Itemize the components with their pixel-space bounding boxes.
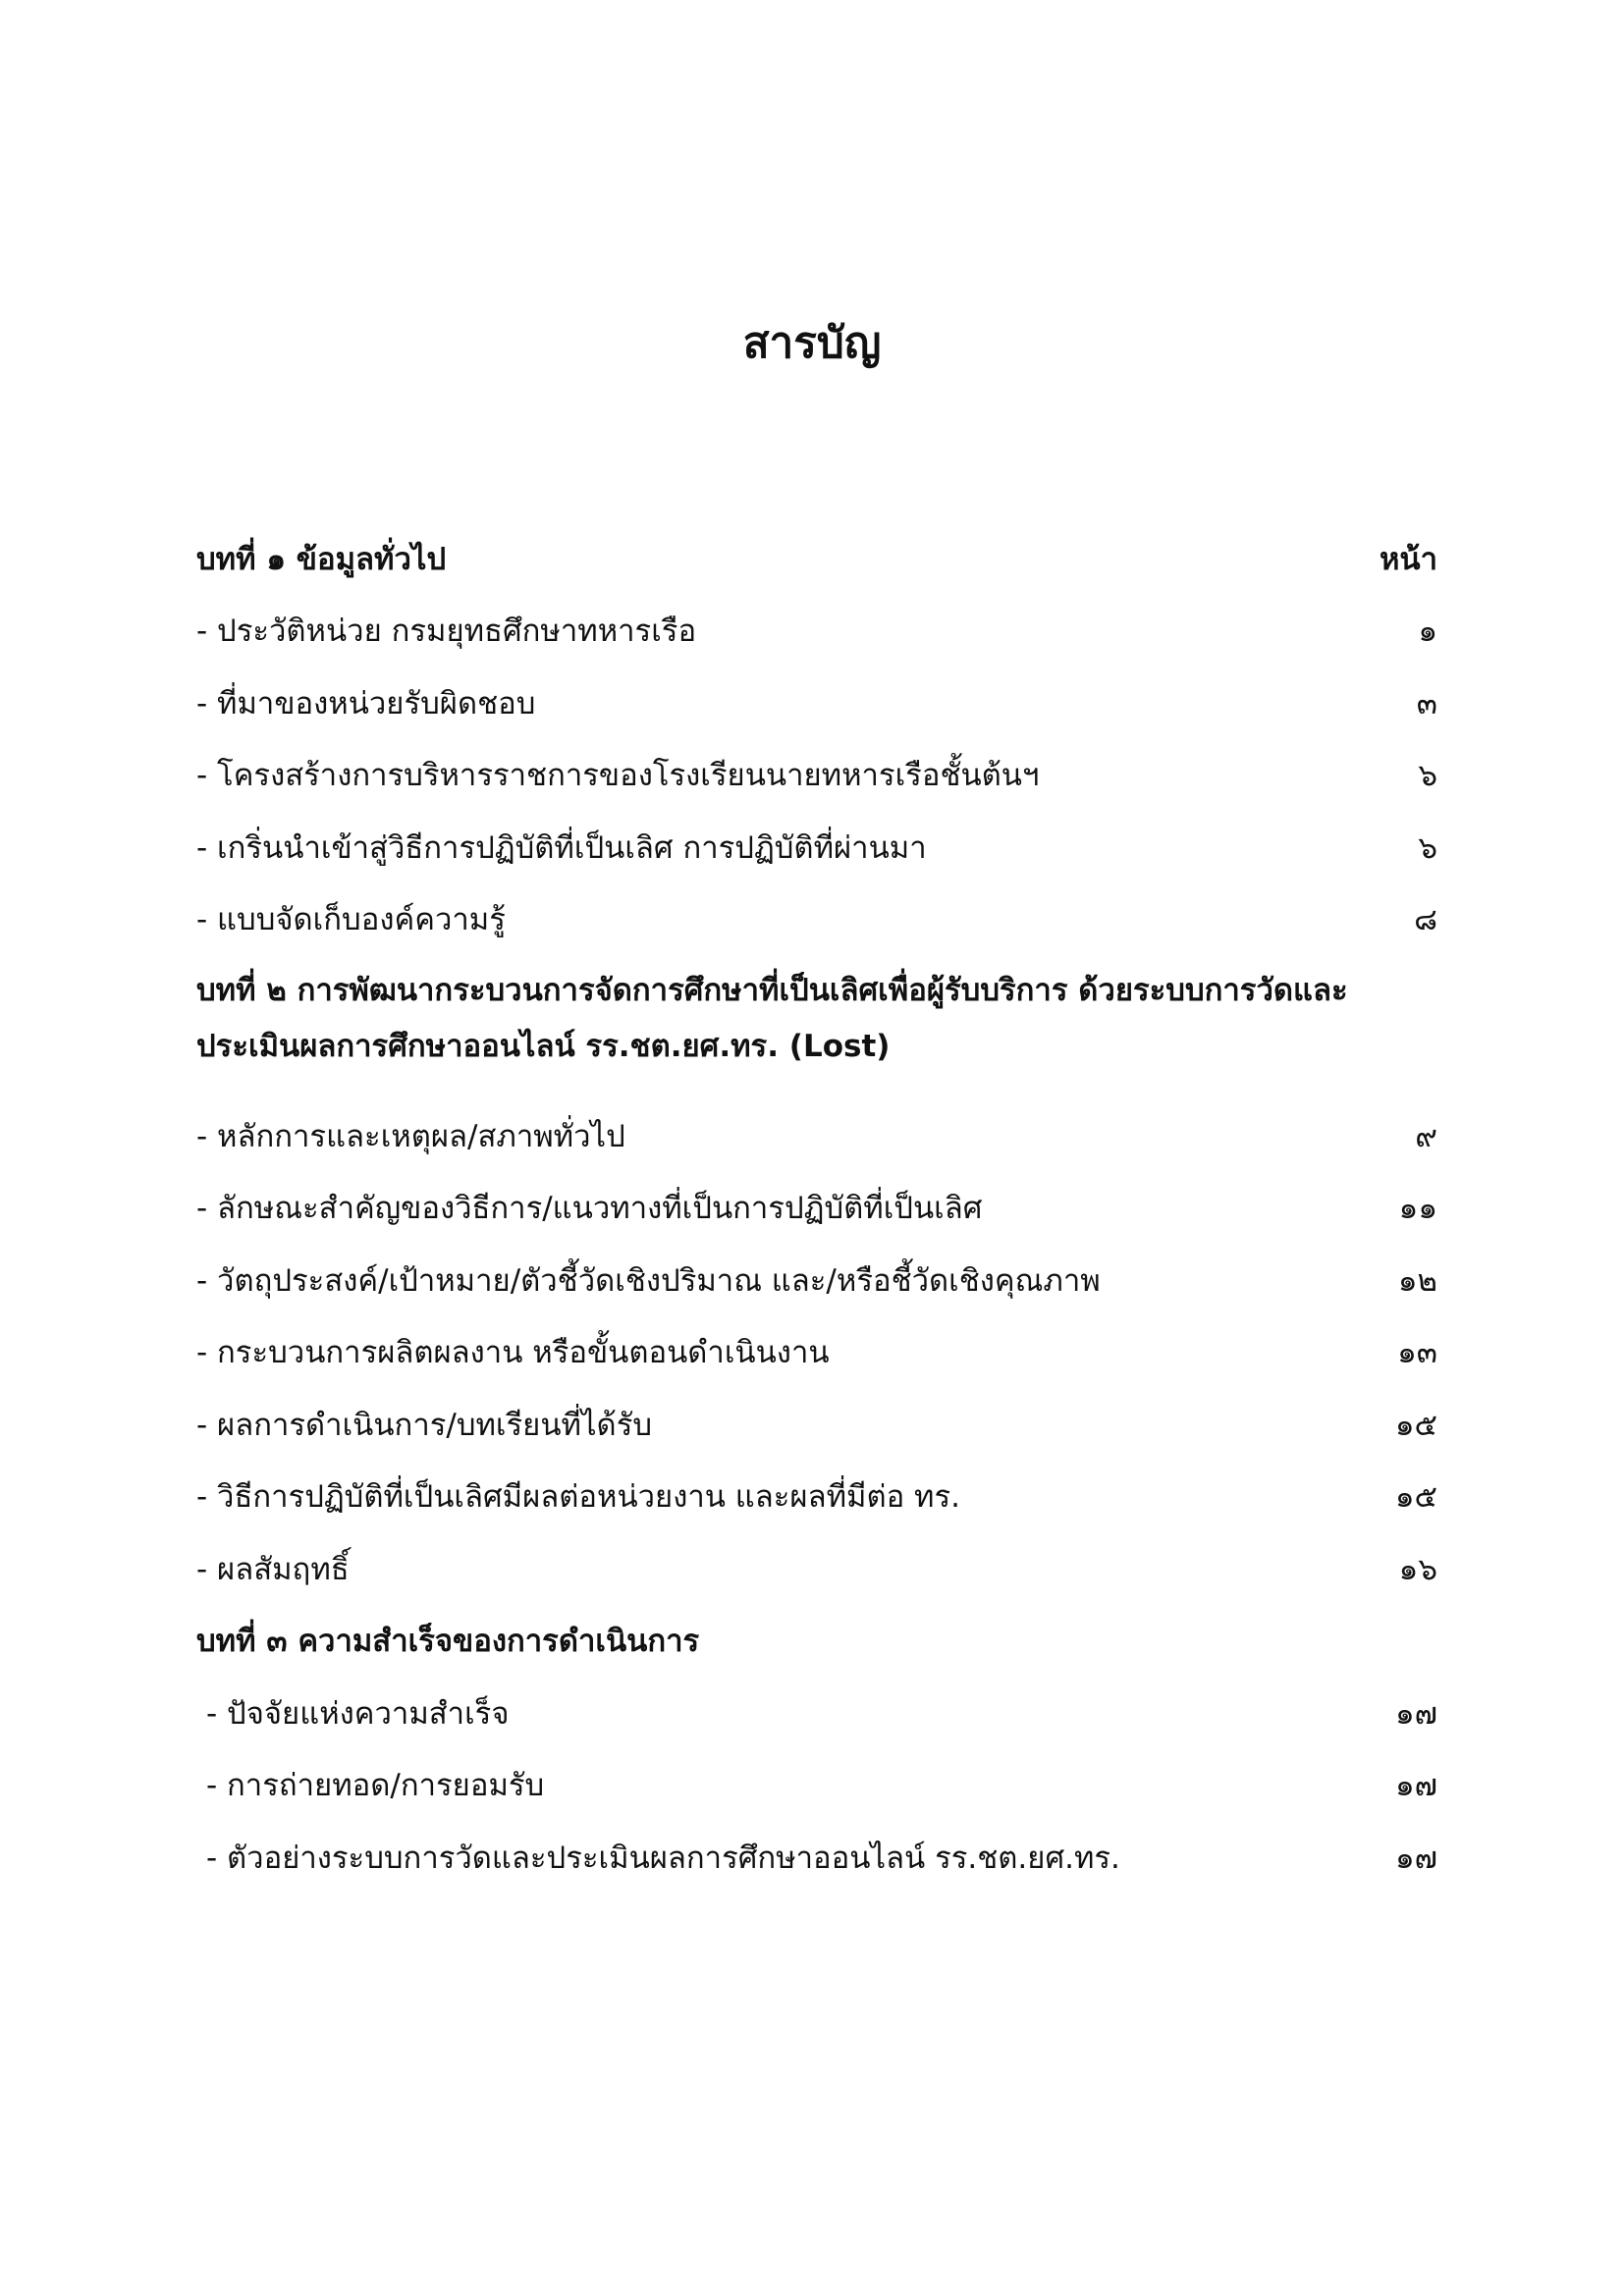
toc-page-number: ๖ — [1418, 829, 1437, 866]
toc-item[interactable] — [196, 811, 1443, 883]
toc-page-number: ๑ — [1418, 614, 1437, 650]
toc-chapter-3[interactable] — [196, 1605, 1443, 1678]
toc-label: - ตัวอย่างระบบการวัดและประเมินผลการศึกษาออนไลน์ รร.ชต.ยศ.ทร. — [206, 1840, 1120, 1876]
toc-label: - ประวัติหน่วย กรมยุทธศึกษาทหารเรือ — [196, 614, 697, 650]
toc-item[interactable] — [196, 1099, 1443, 1172]
toc-chapter-1[interactable] — [196, 522, 1443, 595]
toc-page-number: ๙ — [1415, 1118, 1437, 1154]
toc-label: - วัตถุประสงค์/เป้าหมาย/ตัวชี้วัดเชิงปริมาณ และ/หรือชี้วัดเชิงคุณภาพ — [196, 1262, 1101, 1299]
toc-item[interactable] — [196, 883, 1443, 956]
toc-item[interactable] — [196, 1388, 1443, 1461]
page-title: สารบัญ — [742, 318, 882, 368]
toc-page-number: ๑๗ — [1395, 1768, 1437, 1804]
toc-page-header: หน้า — [1379, 541, 1437, 577]
toc-label: - เกริ่นนำเข้าสู่วิธีการปฏิบัติที่เป็นเลิศ การปฏิบัติที่ผ่านมา — [196, 829, 927, 866]
toc-page-number: ๑๒ — [1397, 1262, 1437, 1299]
toc-label: - ผลสัมฤทธิ์ — [196, 1551, 350, 1587]
toc-item[interactable] — [196, 1316, 1443, 1389]
toc-page-number: ๑๗ — [1395, 1695, 1437, 1732]
toc-item[interactable] — [196, 1532, 1443, 1605]
toc-label: - ปัจจัยแห่งความสำเร็จ — [206, 1695, 510, 1732]
toc-chapter-2[interactable] — [196, 955, 1443, 1099]
toc-label: - หลักการและเหตุผล/สภาพทั่วไป — [196, 1118, 625, 1154]
toc-label: - กระบวนการผลิตผลงาน หรือขั้นตอนดำเนินงาน — [196, 1335, 830, 1371]
toc-label: - วิธีการปฏิบัติที่เป็นเลิศมีผลต่อหน่วยงาน และผลที่มีต่อ ทร. — [196, 1479, 960, 1516]
toc-label: - แบบจัดเก็บองค์ความรู้ — [196, 902, 506, 938]
toc-label: - ที่มาของหน่วยรับผิดชอบ — [196, 685, 536, 721]
toc-label: บทที่ ๑ ข้อมูลทั่วไป — [196, 541, 447, 577]
toc-label: - โครงสร้างการบริหารราชการของโรงเรียนนายทหารเรือชั้นต้นฯ — [196, 758, 1040, 794]
toc-item[interactable] — [196, 1749, 1443, 1822]
toc-item[interactable] — [196, 1244, 1443, 1316]
toc-label: - การถ่ายทอด/การยอมรับ — [206, 1768, 545, 1804]
toc-page-number: ๘ — [1414, 902, 1437, 938]
toc-label: บทที่ ๓ ความสำเร็จของการดำเนินการ — [196, 1624, 700, 1660]
toc-page-number: ๑๕ — [1394, 1479, 1437, 1516]
toc-item[interactable] — [196, 1172, 1443, 1245]
toc-page-number: ๓ — [1416, 685, 1437, 721]
toc-item[interactable] — [196, 667, 1443, 739]
toc-item[interactable] — [196, 1461, 1443, 1533]
toc-label: - ผลการดำเนินการ/บทเรียนที่ได้รับ — [196, 1407, 653, 1443]
toc-page-number: ๑๕ — [1394, 1407, 1437, 1443]
toc-page-number: ๑๖ — [1398, 1551, 1437, 1587]
toc-item[interactable] — [196, 595, 1443, 667]
toc-item[interactable] — [196, 1677, 1443, 1749]
toc-page-number: ๑๓ — [1397, 1335, 1437, 1371]
toc-page-number: ๑๗ — [1395, 1840, 1437, 1876]
table-of-contents — [196, 522, 1443, 1894]
toc-page-number: ๑๑ — [1398, 1191, 1437, 1227]
toc-page-number: ๖ — [1418, 758, 1437, 794]
toc-label: บทที่ ๒ การพัฒนากระบวนการจัดการศึกษาที่เป็นเลิศเพื่อผู้รับบริการ ด้วยระบบการวัดและประเมินผลการศึกษาออนไลน์ รร.ชต.ยศ.ทร. (Lost) — [196, 973, 1348, 1064]
toc-label: - ลักษณะสำคัญของวิธีการ/แนวทางที่เป็นการปฏิบัติที่เป็นเลิศ — [196, 1191, 983, 1227]
toc-item[interactable] — [196, 739, 1443, 812]
toc-item[interactable] — [196, 1821, 1443, 1894]
